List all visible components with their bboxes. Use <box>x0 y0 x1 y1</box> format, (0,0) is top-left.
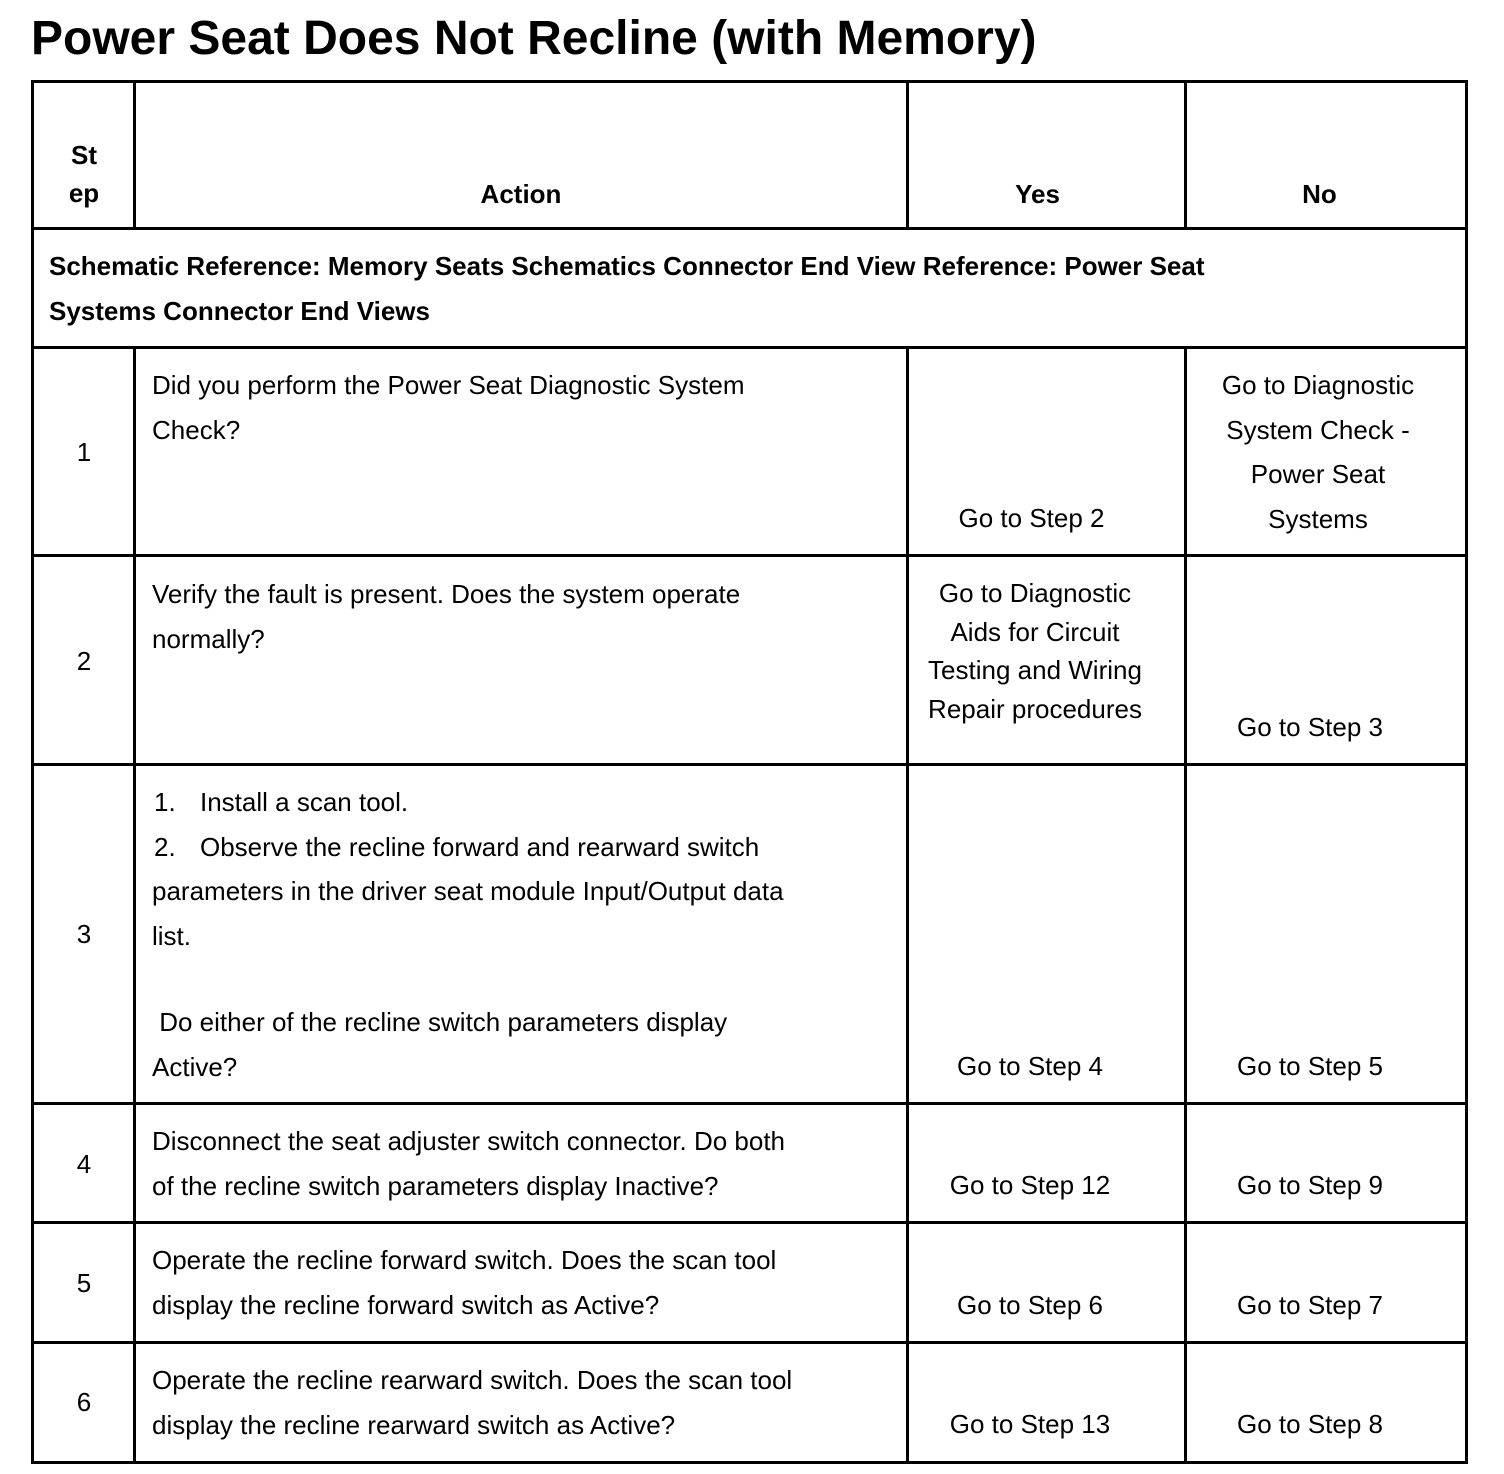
yes-result: Go to Step 6 <box>957 1290 1103 1320</box>
step-action <box>152 363 892 452</box>
spacer <box>152 958 892 1000</box>
action-line: parameters in the driver seat module Input/Output data <box>152 876 784 906</box>
header-divider <box>31 227 1468 230</box>
page-title: Power Seat Does Not Recline (with Memory) <box>31 12 1037 65</box>
header-step-line2: ep <box>68 178 100 208</box>
step-number: 6 <box>76 1387 92 1417</box>
step-number: 2 <box>76 646 92 676</box>
reference-line: Schematic Reference: Memory Seats Schematics Connector End View Reference: Power Seat <box>49 251 1205 281</box>
step-action <box>152 780 892 1089</box>
header-action: Action <box>480 179 562 209</box>
header-no: No <box>1302 179 1337 209</box>
action-line: display the recline rearward switch as Active? <box>152 1409 676 1440</box>
list-item <box>152 780 892 825</box>
list-item-text: Observe the recline forward and rearward switch <box>200 831 760 862</box>
action-line: Disconnect the seat adjuster switch connector. Do both <box>152 1126 786 1156</box>
row-divider <box>31 1341 1468 1344</box>
schematic-reference <box>49 244 1449 333</box>
yes-result: Go to Step 12 <box>949 1170 1111 1200</box>
step-action <box>152 572 892 661</box>
yes-line: Testing and Wiring <box>928 655 1142 685</box>
step-number: 5 <box>76 1268 92 1298</box>
yes-result <box>909 574 1161 728</box>
header-step <box>34 136 134 212</box>
yes-result: Go to Step 4 <box>957 1051 1103 1081</box>
no-line: Systems <box>1268 503 1368 534</box>
action-line: Check? <box>152 414 241 445</box>
question-line: Active? <box>152 1051 238 1082</box>
row-divider <box>31 554 1468 557</box>
list-item <box>152 825 892 870</box>
no-result: Go to Step 3 <box>1237 712 1383 742</box>
row-divider <box>31 763 1468 766</box>
action-line: list. <box>152 920 191 951</box>
no-result <box>1187 363 1449 541</box>
row-divider <box>31 1102 1468 1105</box>
list-item-number: 2. <box>154 831 176 862</box>
header-yes: Yes <box>1015 179 1060 209</box>
no-line: Go to Diagnostic <box>1221 370 1415 400</box>
step-number: 3 <box>76 919 92 949</box>
list-item-text: Install a scan tool. <box>200 787 409 817</box>
action-line: Operate the recline rearward switch. Does the scan tool <box>152 1365 793 1395</box>
yes-result: Go to Step 2 <box>958 503 1105 533</box>
header-step-line1: St <box>71 140 97 170</box>
reference-line: Systems Connector End Views <box>49 295 430 326</box>
step-action <box>152 1358 892 1447</box>
question-line: Do either of the recline switch parameters display <box>152 1007 728 1037</box>
list-item-number: 1. <box>154 787 176 817</box>
action-line: Verify the fault is present. Does the system operate <box>152 579 741 609</box>
action-line: display the recline forward switch as Active? <box>152 1289 660 1320</box>
action-line: normally? <box>152 623 265 654</box>
no-line: Power Seat <box>1250 459 1386 489</box>
step-number: 4 <box>76 1149 92 1179</box>
yes-result: Go to Step 13 <box>949 1409 1111 1439</box>
no-line: System Check - <box>1226 414 1410 445</box>
no-result: Go to Step 9 <box>1237 1170 1383 1200</box>
no-result: Go to Step 8 <box>1237 1409 1383 1439</box>
yes-line: Go to Diagnostic <box>938 578 1132 608</box>
yes-line: Aids for Circuit <box>950 616 1120 647</box>
action-line: of the recline switch parameters display Inactive? <box>152 1170 719 1201</box>
action-line: Did you perform the Power Seat Diagnostic System <box>152 370 745 400</box>
yes-line: Repair procedures <box>928 693 1142 724</box>
step-action <box>152 1238 892 1327</box>
step-action <box>152 1119 892 1208</box>
reference-divider <box>31 346 1468 349</box>
no-result: Go to Step 7 <box>1237 1290 1383 1320</box>
action-line: Operate the recline forward switch. Does the scan tool <box>152 1245 777 1275</box>
step-number: 1 <box>76 437 92 467</box>
row-divider <box>31 1221 1468 1224</box>
no-result: Go to Step 5 <box>1237 1051 1383 1081</box>
